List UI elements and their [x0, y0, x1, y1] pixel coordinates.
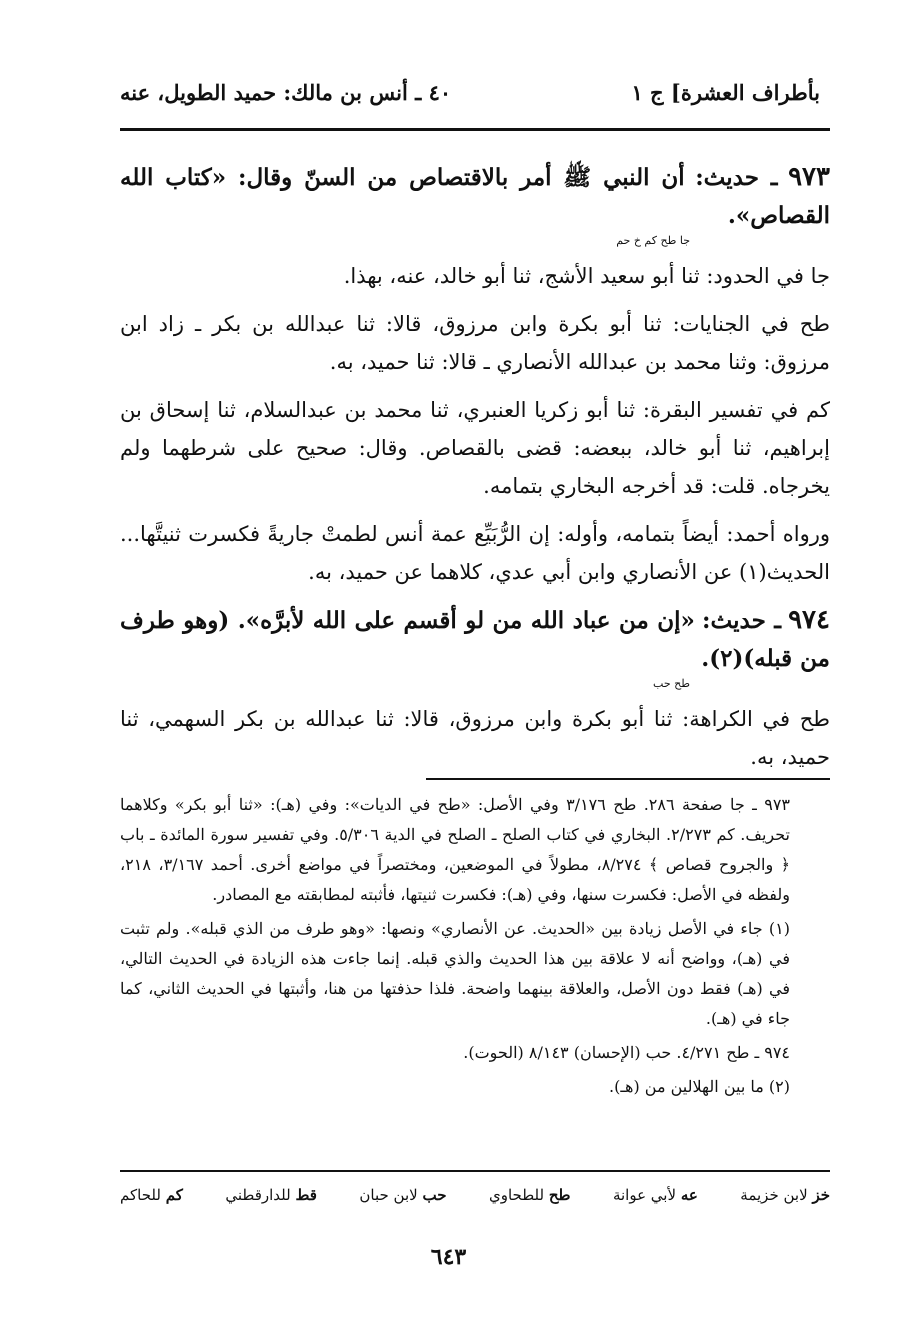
footnote-1: (١) جاء في الأصل زيادة بين «الحديث. عن الأنصاري» ونصها: «وهو طرف من الذي قبله». ولم تثبت في (هـ)، وواضح أنه لا علاقة بين هذا الحديث والذي قبله. إنما جاءت هذه الزيادة في الحديث التالي، في (هـ) فقط دون الأصل، والعلاقة بينهما واضحة. فلذا حذفتها من هنا، وأثبتها في الحديث الثاني، كما جاء في (هـ).: [120, 919, 790, 1028]
hadith-973-para-3: كم في تفسير البقرة: ثنا أبو زكريا العنبري، ثنا محمد بن عبدالسلام، ثنا إسحاق بن إبراهيم، ثنا أبو خالد، ببعضه: قضى بالقصاص. وقال: صحيح على شرطهما ولم يخرجاه. قلت: قد أخرجه البخاري بتمامه.: [120, 398, 830, 498]
hadith-973-text: أن النبي ﷺ أمر بالاقتصاص من السنّ وقال: «كتاب الله القصاص».: [120, 164, 830, 229]
abbrev-item: [225, 1186, 317, 1204]
hadith-973-number: ٩٧٣: [788, 162, 830, 192]
footnote-974: ٩٧٤ ـ طح ٤/٢٧١. حب (الإحسان) ٨/١٤٣ (الحوت).: [463, 1043, 790, 1062]
hadith-973-para-1: جا في الحدود: ثنا أبو سعيد الأشج، ثنا أبو خالد، عنه، بهذا.: [343, 264, 830, 288]
hadith-974-number: ٩٧٤: [788, 605, 830, 635]
abbrev-code: عه: [680, 1186, 698, 1204]
abbrev-name: لأبي عوانة: [612, 1186, 677, 1204]
abbreviation-legend: [120, 1186, 830, 1204]
abbreviation-rule: [120, 1170, 830, 1172]
abbrev-code: طح: [548, 1186, 571, 1204]
hadith-973-para-4: ورواه أحمد: أيضاً بتمامه، وأوله: إن الرُّبَيِّع عمة أنس لطمتْ جاريةً فكسرت ثنيتَّها... الحديث(١) عن الأنصاري وابن أبي عدي، كلاهما عن حميد، به.: [120, 522, 830, 584]
abbrev-code: كم: [165, 1186, 183, 1204]
hadith-974-heading: [120, 601, 830, 690]
abbrev-name: لابن حبان: [359, 1186, 418, 1204]
hadith-973-para-2: طح في الجنايات: ثنا أبو بكرة وابن مرزوق، قالا: ثنا عبدالله بن بكر ـ زاد ابن مرزوق: وثنا محمد بن عبدالله الأنصاري ـ قالا: ثنا حميد، به.: [120, 312, 831, 374]
abbrev-name: للدارقطني: [225, 1186, 291, 1204]
abbrev-item: [740, 1186, 830, 1204]
abbrev-item: [359, 1186, 446, 1204]
footnote-973: ٩٧٣ ـ جا صفحة ٢٨٦. طح ٣/١٧٦ وفي الأصل: «طح في الديات»: وفي (هـ): «ثنا أبو بكر» وكلاهما تحريف. كم ٢/٢٧٣. البخاري في كتاب الصلح ـ الصلح في الدية ٥/٣٠٦. وفي تفسير سورة المائدة ـ باب ﴿ والجروح قصاص ﴾ ٨/٢٧٤، مطولاً في الموضعين، ومختصراً في مواضع أخرى. أحمد ٣/١٦٧، ٢١٨، ولفظه في الأصل: فكسرت سنها، وفي (هـ): فكسرت ثنيتها، فأثبته لمطابقته مع المصادر.: [120, 795, 791, 904]
abbrev-name: للطحاوي: [488, 1186, 545, 1204]
abbrev-item: [613, 1186, 698, 1204]
footnote-separator: [426, 778, 830, 780]
hadith-973-heading: [120, 158, 830, 247]
abbrev-code: قط: [295, 1186, 317, 1204]
main-text: [120, 158, 830, 786]
footnotes: [120, 790, 830, 1106]
hadith-974-label: ـ حديث:: [702, 607, 781, 634]
hadith-974-sigla: طح حب: [653, 677, 690, 690]
abbrev-item: [120, 1186, 183, 1204]
hadith-973-sigla: جا طح كم خ حم: [616, 234, 690, 247]
hadith-974-text: «إن من عباد الله من لو أقسم على الله لأبرَّه». (وهو طرف من قبله)(٢).: [120, 607, 830, 672]
abbrev-item: [489, 1186, 570, 1204]
page-number: ٦٤٣: [430, 1244, 467, 1270]
hadith-974-para-1: طح في الكراهة: ثنا أبو بكرة وابن مرزوق، قالا: ثنا عبدالله بن بكر السهمي، ثنا حميد، به.: [120, 707, 830, 769]
abbrev-code: حب: [422, 1186, 447, 1204]
abbrev-code: خز: [812, 1186, 830, 1204]
footnote-2: (٢) ما بين الهلالين من (هـ).: [609, 1077, 790, 1096]
abbrev-name: للحاكم: [120, 1186, 161, 1204]
header-volume: بأطراف العشرة] ج ١: [631, 80, 820, 105]
header-rule: [120, 128, 830, 131]
running-header: [120, 80, 820, 116]
hadith-973-label: ـ حديث:: [695, 164, 778, 191]
abbrev-name: لابن خزيمة: [740, 1186, 808, 1204]
header-chapter: ٤٠ ـ أنس بن مالك: حميد الطويل، عنه: [120, 80, 452, 105]
